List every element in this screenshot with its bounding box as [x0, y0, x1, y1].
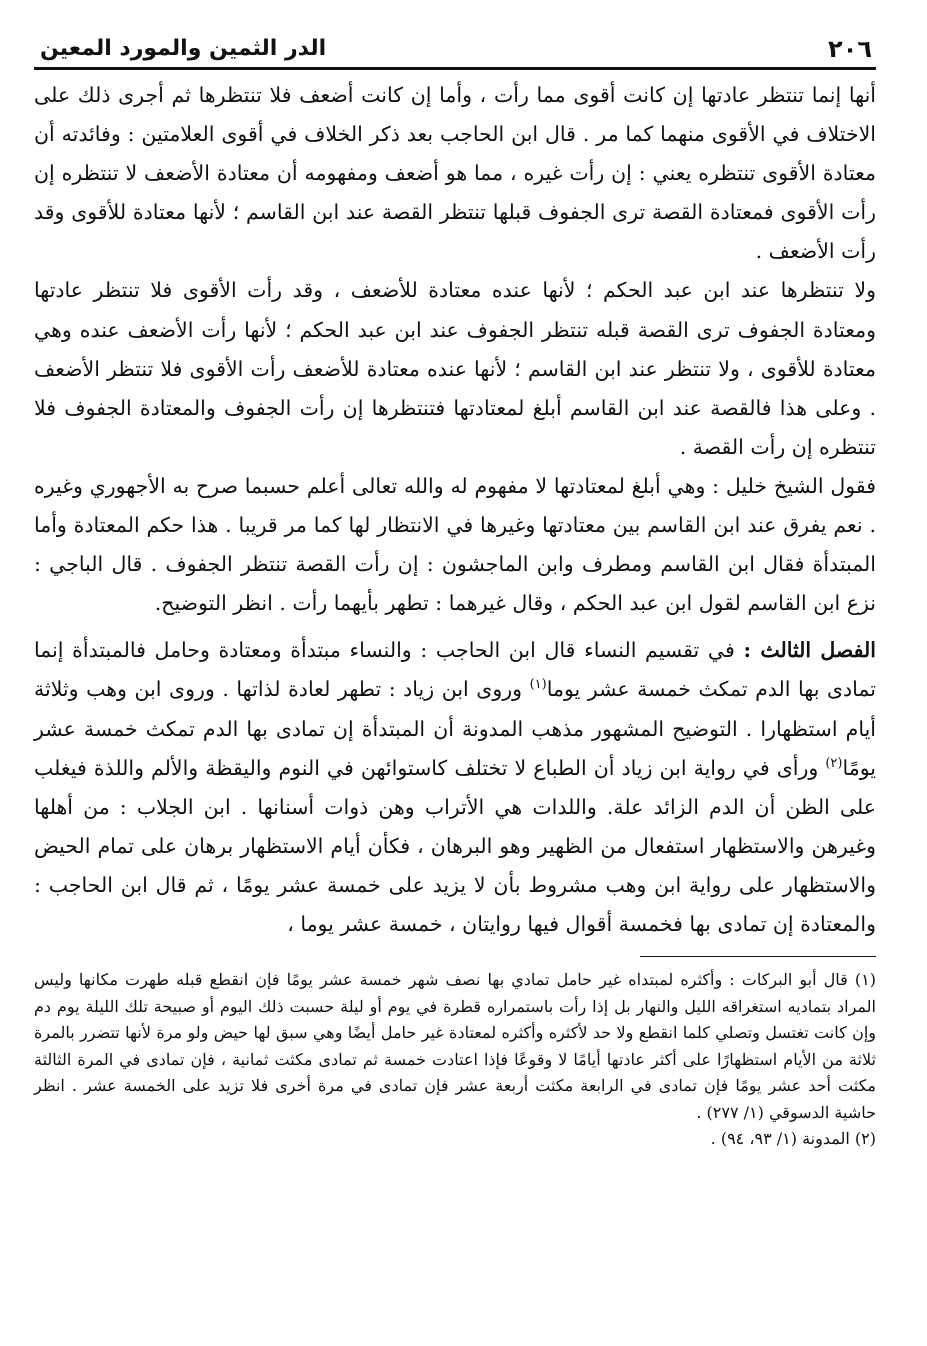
page-number: ٢٠٦ [828, 35, 872, 63]
chapter-text: وروى ابن زياد : تطهر لعادة لذاتها . وروى ابن وهب وثلاثة أيام استظهارا . التوضيح المشهور مذهب المدونة أن المبتدأة إن تمادى بها الدم تمكث خمسة عشر يومًا [34, 677, 876, 780]
chapter-text: ورأى في رواية ابن زياد أن الطباع لا تختلف كاستوائهن في النوم واليقظة والألم واللذة فيغلب على الظن أن الدم الزائد علة. واللدات هي الأتراب وهن ذوات أسنانها . ابن الجلاب : من أهلها وغيرهن والاستظهار استفعال من الظهير وهو البرهان ، فكأن أيام الاستظهار برهان على تمام الحيض والاستظهار على رواية ابن وهب مشروط بأن لا يزيد على خمسة عشر يومًا ، ثم قال ابن الحاجب : والمعتادة إن تمادى بها فخمسة أقوال فيها روايتان ، خمسة عشر يوما ، [34, 755, 876, 936]
book-page [34, 26, 876, 1326]
page-header [34, 26, 876, 70]
footnote: (١) قال أبو البركات : وأكثره لمبتداه غير حامل تمادي بها نصف شهر خمسة عشر يومًا فإن انقطع قبله طهرت مكانها وليس المراد بتماديه استغراقه الليل والنهار بل إذا رأت باستمراره قطرة في يوم أو ليلة حسبت ذلك اليوم أو صبيحة تلك الليلة يوم دم وإن كانت تغتسل وتصلي كلما انقطع ولا حد لأكثره وأكثره لمعتادة غير حامل أيضًا وهي سبق لها حيض ولو مرة لأنها تتضرر بالمرة ثلاثة من الأيام استظهارًا على أكثر عادتها أيامًا لا وقوعًا فإذا اعتادت خمسة ثم تمادى مكثت ثمانية ، فإن تمادى في المرة الثالثة مكثت أحد عشر يومًا فإن تمادى في الرابعة مكثت أربعة عشر فإن تمادى في مرة أخرى فلا تزيد على الخمسة عشر . انظر حاشية الدسوقي (١/ ٢٧٧) . [34, 970, 877, 1122]
paragraph: أنها إنما تنتظر عادتها إن كانت أقوى مما رأت ، وأما إن كانت أضعف فلا تنتظرها ثم أجرى ذلك على الاختلاف في الأقوى منهما كما مر . قال ابن الحاجب بعد ذكر الخلاف في أقوى العلامتين : وفائدته أن معتادة الأقوى تنتظره يعني : إن رأت غيره ، مما هو أضعف ومفهومه أن معتادة الأضعف لا تنتظره إن رأت الأقوى فمعتادة القصة ترى الجفوف قبلها تنتظر القصة عند ابن القاسم ؛ لأنها معتادة للأقوى وقد رأت الأضعف . [34, 83, 876, 264]
main-text [34, 76, 876, 944]
paragraph: ولا تنتظرها عند ابن عبد الحكم ؛ لأنها عنده معتادة للأضعف ، وقد رأت الأقوى فلا تنتظر عادتها ومعتادة الجفوف ترى القصة قبله تنتظر الجفوف عند ابن عبد الحكم ؛ لأنها رأت الأضعف عنده وهي معتادة للأقوى ، ولا تنتظر عند ابن القاسم ؛ لأنها عنده معتادة للأضعف رأت الأقوى فلا تنتظر الأضعف . وعلى هذا فالقصة عند ابن القاسم أبلغ لمعتادتها فتنتظرها إن رأت الجفوف والمعتادة الجفوف فلا تنتظره إن رأت القصة . [34, 278, 876, 459]
running-title: الدر الثمين والمورد المعين [40, 36, 327, 61]
chapter-text: في تقسيم النساء قال ابن الحاجب : والنساء مبتدأة ومعتادة وحامل فالمبتدأة إنما تمادى بها الدم تمكث خمسة عشر يوما [34, 638, 876, 702]
footnote-marker: (١) [529, 677, 547, 693]
chapter-title: الفصل الثالث : [743, 638, 876, 663]
footnote: (٢) المدونة (١/ ٩٣، ٩٤) . [710, 1129, 876, 1149]
footnote-marker: (٢) [825, 755, 843, 771]
footnote-divider [640, 956, 876, 957]
footnotes [34, 967, 876, 1153]
paragraph: فقول الشيخ خليل : وهي أبلغ لمعتادتها لا مفهوم له والله تعالى أعلم حسبما صرح به الأجهوري وغيره . نعم يفرق عند ابن القاسم بين معتادتها وغيرها في الانتظار لها كما مر قريبا . هذا حكم المعتادة وأما المبتدأة فقال ابن القاسم ومطرف وابن الماجشون : إن رأت القصة تنتظر الجفوف . قال الباجي : نزع ابن القاسم لقول ابن عبد الحكم ، وقال غيرهما : تطهر بأيهما رأت . انظر التوضيح. [34, 473, 876, 616]
chapter-paragraph [34, 631, 876, 944]
